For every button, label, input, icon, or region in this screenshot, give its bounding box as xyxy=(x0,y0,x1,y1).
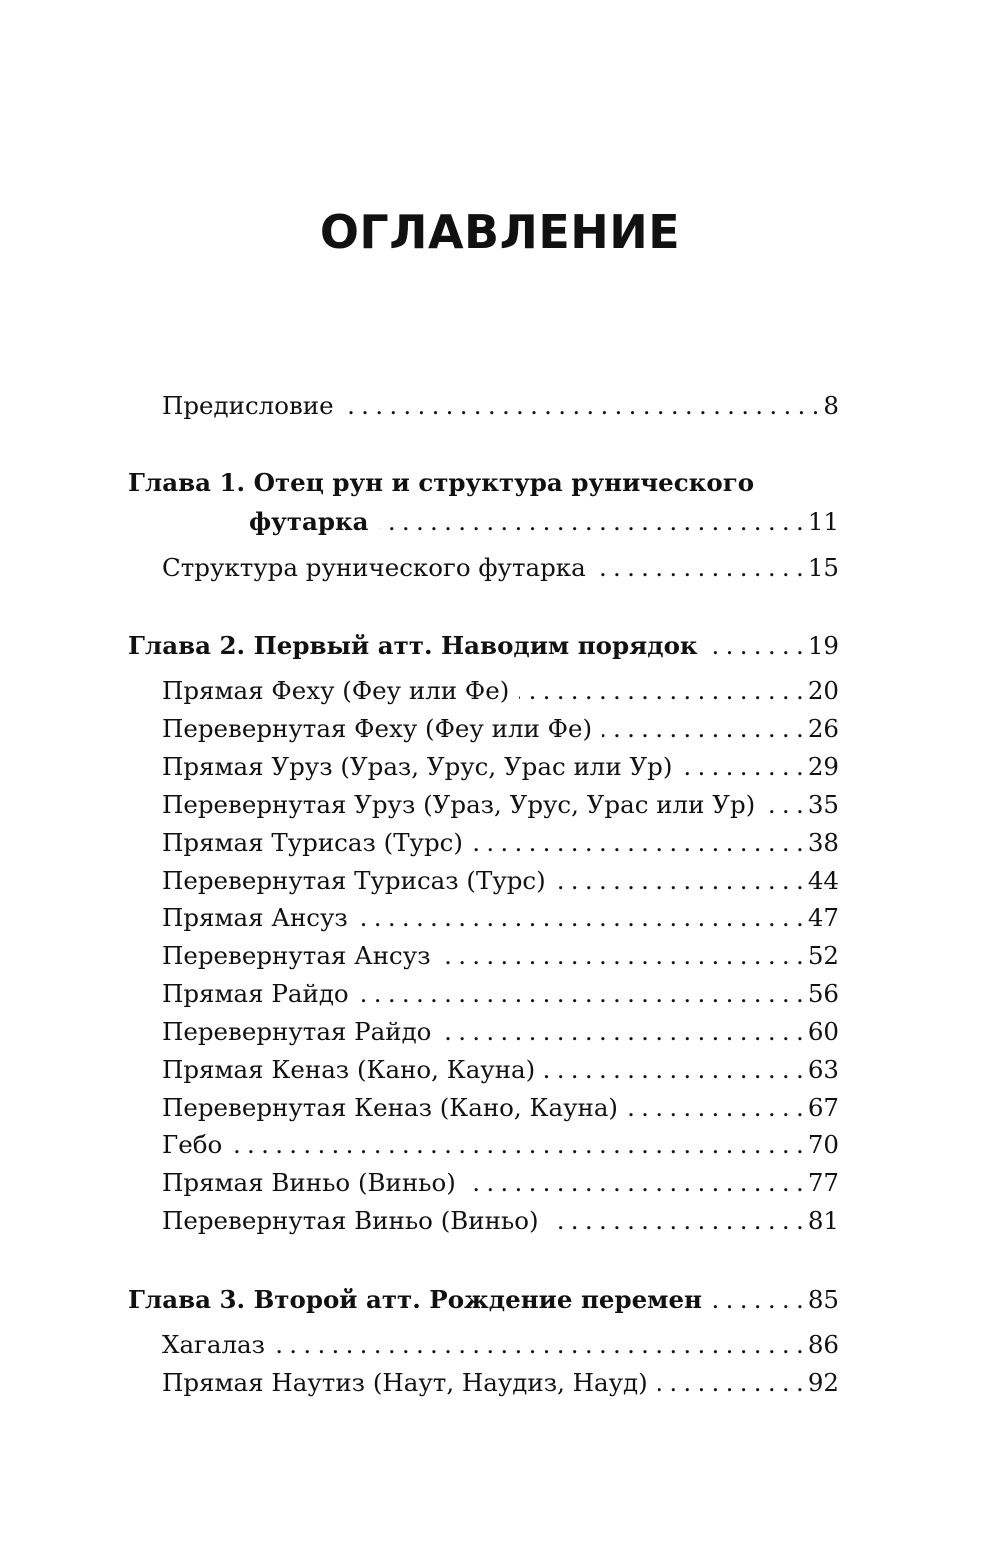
toc-entry[interactable] xyxy=(162,752,839,781)
dot-leader xyxy=(275,1333,804,1358)
toc-entry-preface[interactable] xyxy=(162,391,839,420)
dot-leader xyxy=(519,679,804,704)
dot-leader xyxy=(545,1058,804,1083)
toc-entry-label: Прямая Наутиз (Наут, Наудиз, Науд) xyxy=(162,1368,648,1397)
toc-entry[interactable] xyxy=(162,1330,839,1359)
toc-entry[interactable] xyxy=(162,979,839,1008)
toc-entry-label: Предисловие xyxy=(162,391,334,420)
dot-leader xyxy=(628,1096,804,1121)
toc-entry-label: Перевернутая Кеназ (Кано, Кауна) xyxy=(162,1093,618,1122)
toc-page-number: 56 xyxy=(807,979,839,1008)
toc-page-number: 86 xyxy=(807,1330,839,1359)
dot-leader xyxy=(708,634,804,659)
toc-entry-label: Гебо xyxy=(162,1130,223,1159)
toc-entry-label: Перевернутая Уруз (Ураз, Урус, Урас или Ур) xyxy=(162,790,756,819)
toc-page-number: 77 xyxy=(807,1168,839,1197)
toc-entry-label: Перевернутая Феху (Феу или Фе) xyxy=(162,714,593,743)
toc-page-number: 11 xyxy=(807,507,839,536)
toc-page-number: 19 xyxy=(807,631,839,660)
dot-leader xyxy=(549,1209,804,1234)
toc-entry[interactable] xyxy=(162,828,839,857)
toc-page-number: 26 xyxy=(807,714,839,743)
dot-leader xyxy=(712,1288,804,1313)
dot-leader xyxy=(232,1133,804,1158)
toc-page-number: 44 xyxy=(807,866,839,895)
page-title: ОГЛАВЛЕНИЕ xyxy=(319,205,681,259)
toc-entry-label: Прямая Турисаз (Турс) xyxy=(162,828,463,857)
toc-page-number: 52 xyxy=(807,941,839,970)
toc-entry-label: Прямая Ансуз xyxy=(162,903,348,932)
dot-leader xyxy=(602,717,804,742)
toc-entry-label: Прямая Уруз (Ураз, Урус, Урас или Ур) xyxy=(162,752,673,781)
toc-entry[interactable] xyxy=(162,1017,839,1046)
toc-entry[interactable] xyxy=(162,553,839,582)
toc-entry-label: Глава 3. Второй атт. Рождение перемен xyxy=(128,1285,702,1314)
toc-entry-label: Глава 2. Первый атт. Наводим порядок xyxy=(128,631,698,660)
toc-entry[interactable] xyxy=(162,1206,839,1235)
dot-leader xyxy=(466,1171,804,1196)
dot-leader xyxy=(358,906,804,931)
toc-chapter-1-heading-continued[interactable] xyxy=(249,507,839,536)
dot-leader xyxy=(765,793,804,818)
dot-leader xyxy=(359,982,804,1007)
toc-entry[interactable] xyxy=(162,941,839,970)
toc-page-number: 63 xyxy=(807,1055,839,1084)
toc-entry[interactable] xyxy=(162,866,839,895)
toc-page-number: 60 xyxy=(807,1017,839,1046)
toc-entry-label: Прямая Райдо xyxy=(162,979,349,1008)
toc-page-number: 20 xyxy=(807,676,839,705)
toc-chapter-3-heading[interactable] xyxy=(128,1285,839,1314)
toc-chapter-1-heading[interactable]: Глава 1. Отец рун и структура рунического xyxy=(128,468,755,497)
dot-leader xyxy=(344,394,820,419)
toc-entry-label: Перевернутая Турисаз (Турс) xyxy=(162,866,546,895)
toc-page-number: 8 xyxy=(823,391,839,420)
toc-page-number: 70 xyxy=(807,1130,839,1159)
toc-entry[interactable] xyxy=(162,1168,839,1197)
toc-page-number: 92 xyxy=(807,1368,839,1397)
dot-leader xyxy=(379,510,804,535)
dot-leader xyxy=(682,755,803,780)
toc-entry[interactable] xyxy=(162,676,839,705)
toc-entry[interactable] xyxy=(162,1368,839,1397)
toc-entry-label: Перевернутая Райдо xyxy=(162,1017,432,1046)
toc-entry-label: Структура рунического футарка xyxy=(162,553,586,582)
toc-page-number: 85 xyxy=(807,1285,839,1314)
toc-entry[interactable] xyxy=(162,1130,839,1159)
toc-entry[interactable] xyxy=(162,714,839,743)
toc-entry-label: Перевернутая Виньо (Виньо) xyxy=(162,1206,539,1235)
toc-page-number: 29 xyxy=(807,752,839,781)
dot-leader xyxy=(441,1020,803,1045)
dot-leader xyxy=(473,831,804,856)
dot-leader xyxy=(556,869,804,894)
dot-leader xyxy=(658,1371,804,1396)
toc-entry[interactable] xyxy=(162,1093,839,1122)
toc-page-number: 67 xyxy=(807,1093,839,1122)
dot-leader xyxy=(596,556,804,581)
toc-page-number: 47 xyxy=(807,903,839,932)
toc-page-number: 81 xyxy=(807,1206,839,1235)
toc-entry-label: футарка xyxy=(249,507,369,536)
toc-page-number: 38 xyxy=(807,828,839,857)
toc-entry[interactable] xyxy=(162,903,839,932)
toc-entry-label: Перевернутая Ансуз xyxy=(162,941,431,970)
toc-entry-label: Прямая Кеназ (Кано, Кауна) xyxy=(162,1055,536,1084)
toc-page-number: 15 xyxy=(807,553,839,582)
toc-entry-label: Хагалаз xyxy=(162,1330,266,1359)
toc-chapter-2-heading[interactable] xyxy=(128,631,839,660)
toc-entry[interactable] xyxy=(162,1055,839,1084)
toc-entry-label: Прямая Феху (Феу или Фе) xyxy=(162,676,510,705)
toc-page-number: 35 xyxy=(807,790,839,819)
toc-entry[interactable] xyxy=(162,790,839,819)
toc-entry-label: Прямая Виньо (Виньо) xyxy=(162,1168,456,1197)
dot-leader xyxy=(441,944,804,969)
